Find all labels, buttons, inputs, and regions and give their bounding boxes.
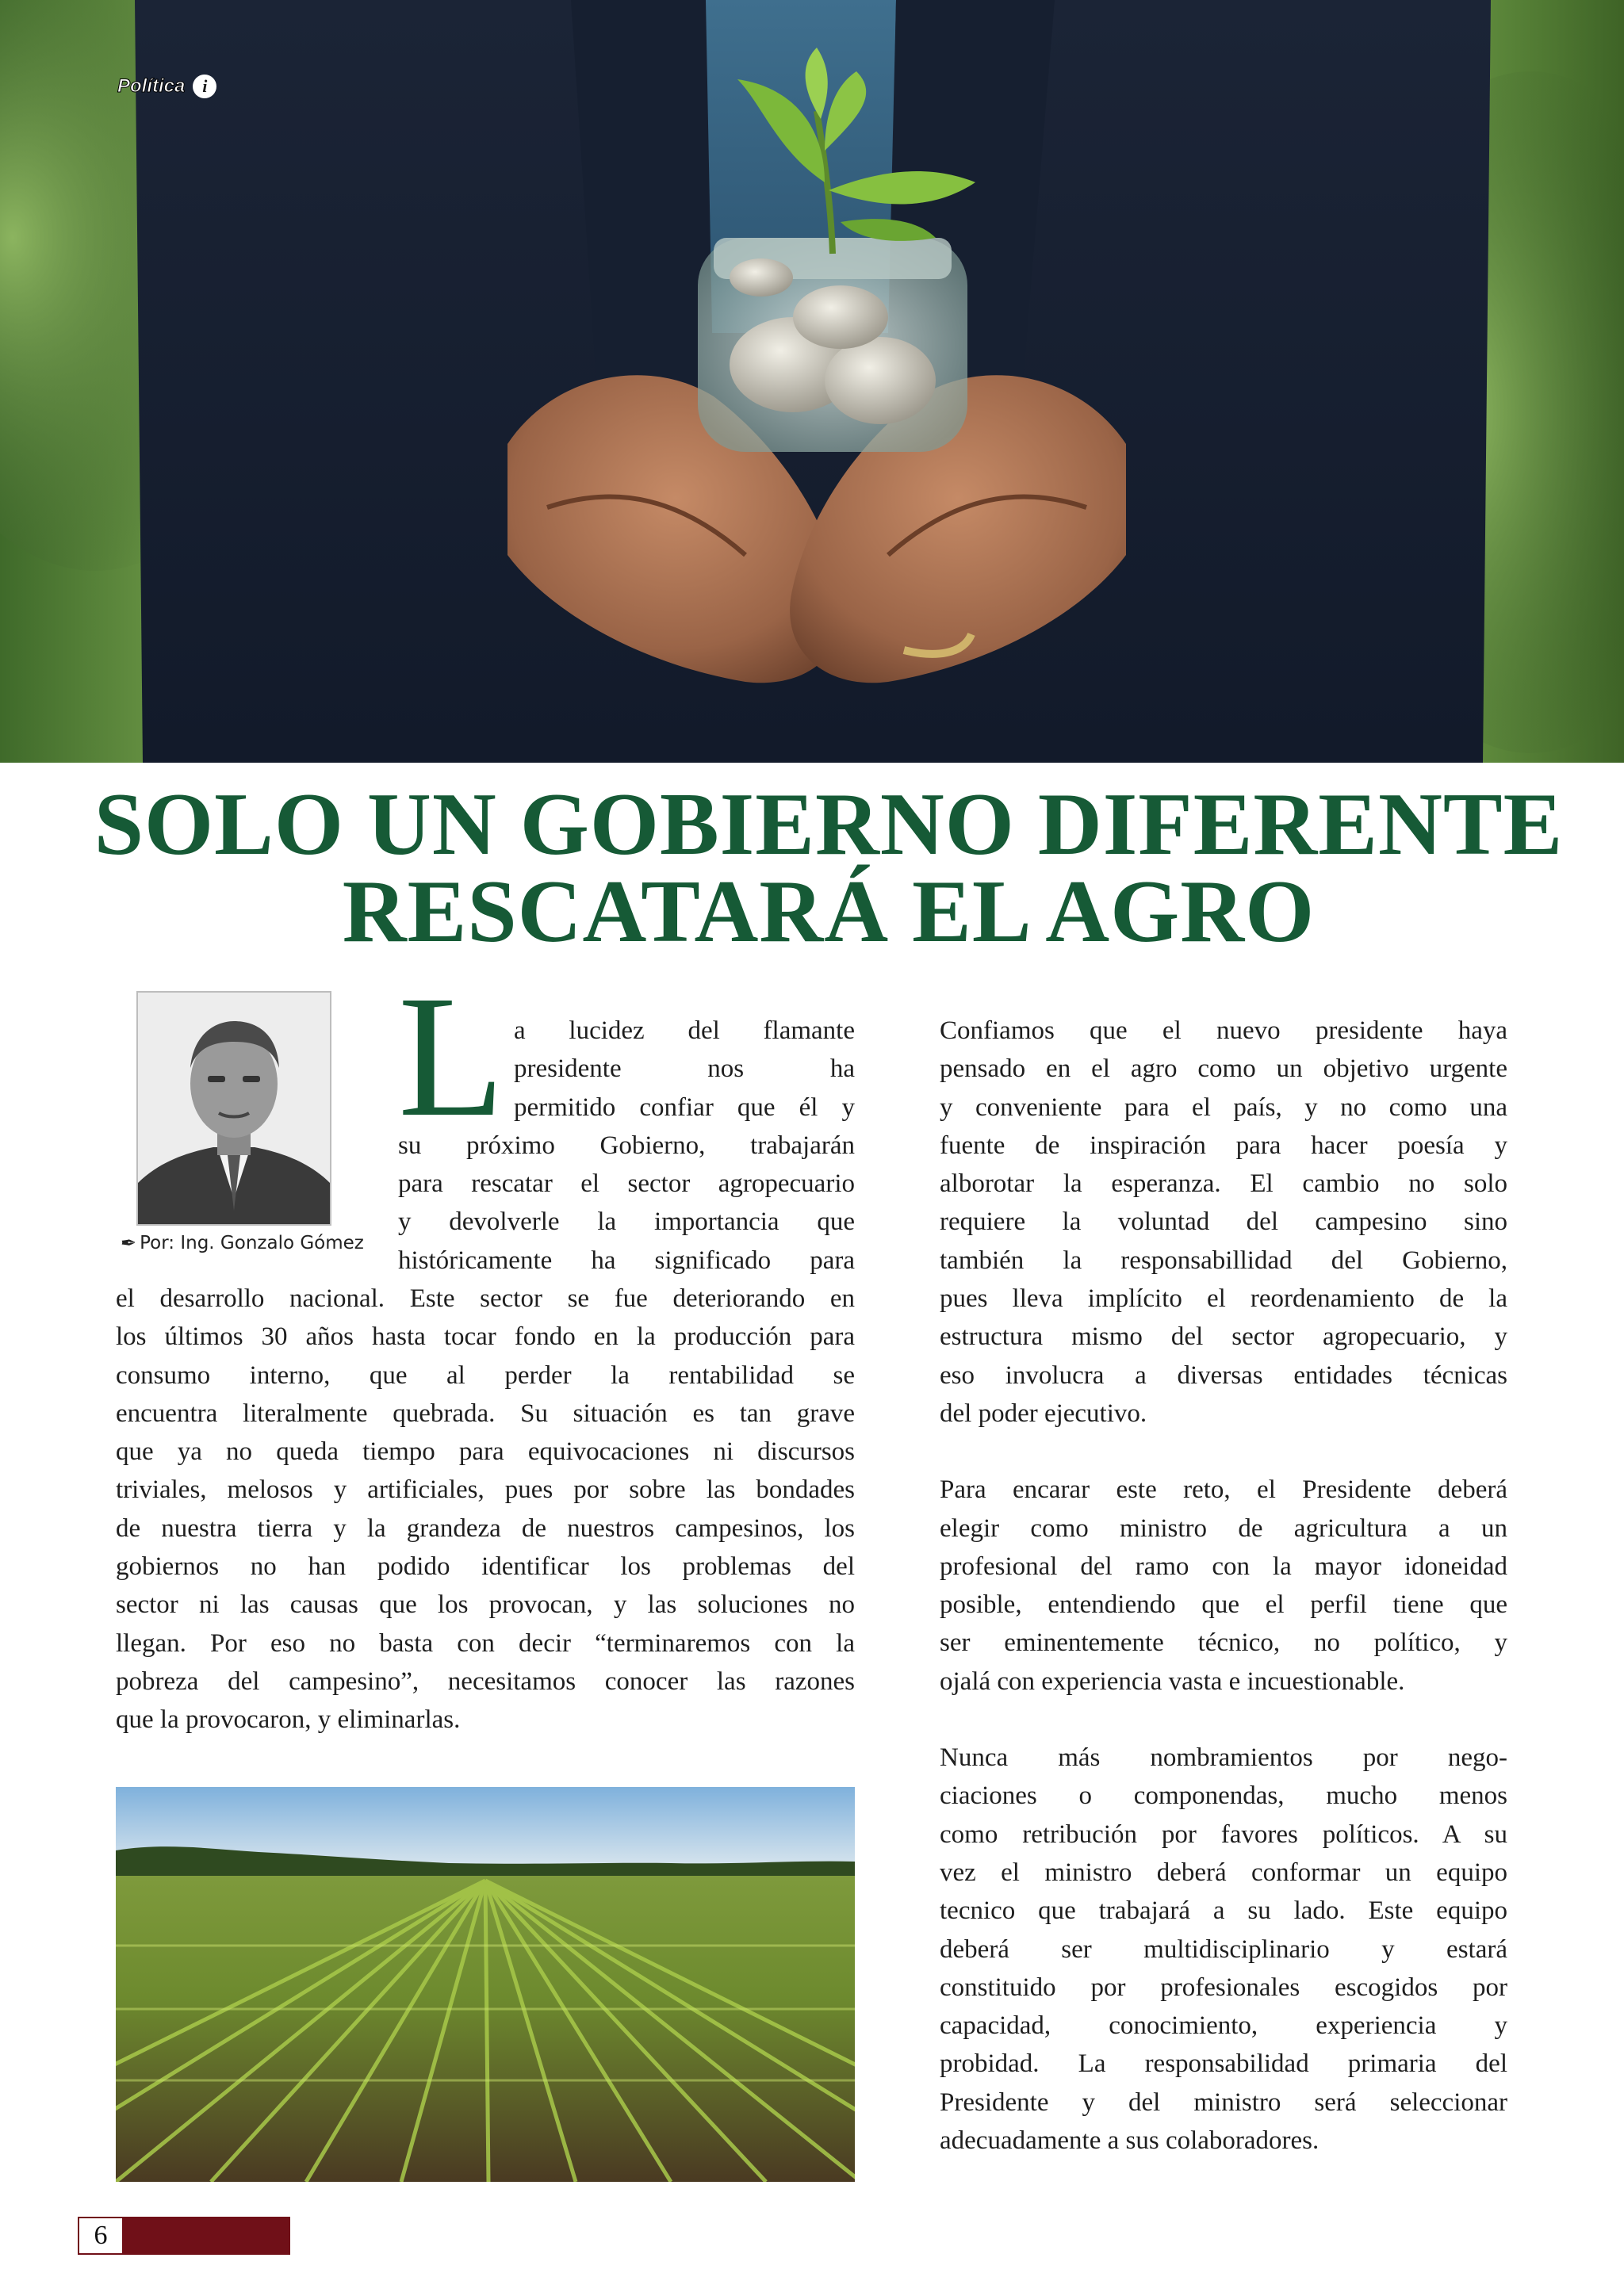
text-line: que la provocaron, y eliminarlas. — [116, 1705, 461, 1735]
article-intro — [398, 1012, 855, 1280]
text-line: requiere la voluntad del campesino sino — [940, 1207, 1507, 1237]
article-column-2 — [940, 1012, 1507, 2198]
text-line: que ya no queda tiempo para equivocaciones ni discursos — [116, 1437, 855, 1467]
paragraph — [940, 1471, 1507, 1701]
text-line: Confiamos que el nuevo presidente haya — [940, 1016, 1507, 1045]
text-line: ciaciones o componendas, mucho menos — [940, 1781, 1507, 1811]
hero-photo — [0, 0, 1624, 763]
pen-icon: ✒ — [121, 1232, 137, 1254]
text-line: capacidad, conocimiento, experiencia y — [940, 2011, 1507, 2041]
title-line-2: RESCATARÁ EL AGRO — [342, 863, 1316, 961]
author-caption — [121, 1232, 364, 1254]
author-photo — [136, 991, 331, 1226]
text-line: alborotar la esperanza. El cambio no solo — [940, 1169, 1507, 1199]
text-line: estructura mismo del sector agropecuario, y — [940, 1322, 1507, 1352]
field-photo — [116, 1787, 855, 2182]
text-line: de nuestra tierra y la grandeza de nuestros campesinos, los — [116, 1513, 855, 1543]
text-line: también la responsabillidad del Gobierno, — [940, 1246, 1507, 1275]
section-label: Política — [117, 75, 186, 97]
text-line: Presidente y del ministro será seleccionar — [940, 2087, 1507, 2117]
info-icon: i — [193, 75, 216, 98]
text-line: pensado en el agro como un objetivo urgente — [940, 1054, 1507, 1084]
text-line: probidad. La responsabilidad primaria del — [940, 2049, 1507, 2079]
text-line: ser eminentemente técnico, no político, y — [940, 1628, 1507, 1658]
text-line: triviales, melosos y artificiales, pues por sobre las bondades — [116, 1475, 855, 1505]
text-line: para rescatar el sector agropecuario — [398, 1169, 855, 1199]
text-line: consumo interno, que al perder la rentabilidad se — [116, 1360, 855, 1390]
text-line: Nunca más nombramientos por nego- — [940, 1743, 1507, 1773]
text-line: a lucidez del flamante — [514, 1016, 855, 1045]
text-line: elegir como ministro de agricultura a un — [940, 1513, 1507, 1543]
text-line: ojalá con experiencia vasta e incuestionable. — [940, 1667, 1405, 1696]
text-line: vez el ministro deberá conformar un equipo — [940, 1858, 1507, 1887]
text-line: el desarrollo nacional. Este sector se fue deteriorando en — [116, 1284, 855, 1313]
text-line: deberá ser multidisciplinario y estará — [940, 1934, 1507, 1964]
page-number: 6 — [78, 2217, 124, 2255]
author-name: Por: Ing. Gonzalo Gómez — [140, 1233, 364, 1253]
text-line: los últimos 30 años hasta tocar fondo en la producción para — [116, 1322, 855, 1352]
article-title — [63, 775, 1594, 961]
text-line: profesional del ramo con la mayor idoneidad — [940, 1552, 1507, 1581]
drop-cap: L — [398, 959, 505, 1153]
text-line: constituido por profesionales escogidos por — [940, 1973, 1507, 2002]
text-line: presidente nos ha — [514, 1054, 855, 1084]
text-line: históricamente ha significado para — [398, 1246, 855, 1275]
text-line: fuente de inspiración para hacer poesía y — [940, 1131, 1507, 1160]
text-line: sector ni las causas que los provocan, y las soluciones no — [116, 1590, 855, 1620]
article-column-1 — [116, 1280, 855, 1739]
section-tag — [117, 75, 216, 98]
text-line: adecuadamente a sus colaboradores. — [940, 2126, 1320, 2156]
text-line: permitido confiar que él y — [514, 1093, 855, 1122]
text-line: su próximo Gobierno, trabajarán — [398, 1131, 855, 1160]
text-line: y conveniente para el país, y no como una — [940, 1093, 1507, 1122]
text-line: encuentra literalmente quebrada. Su situación es tan grave — [116, 1399, 855, 1428]
text-line: Para encarar este reto, el Presidente deberá — [940, 1475, 1507, 1505]
text-line: eso involucra a diversas entidades técnicas — [940, 1360, 1507, 1390]
text-line: como retribución por favores políticos. A su — [940, 1820, 1507, 1849]
title-line-1: SOLO UN GOBIERNO DIFERENTE — [94, 775, 1564, 874]
text-line: y devolverle la importancia que — [398, 1207, 855, 1237]
text-line: del poder ejecutivo. — [940, 1399, 1147, 1428]
text-line: gobiernos no han podido identificar los problemas del — [116, 1552, 855, 1582]
paragraph — [940, 1739, 1507, 2160]
text-line: llegan. Por eso no basta con decir “terminaremos con la — [116, 1628, 855, 1658]
text-line: pobreza del campesino”, necesitamos conocer las razones — [116, 1667, 855, 1696]
text-line: pues lleva implícito el reordenamiento de la — [940, 1284, 1507, 1314]
text-line: posible, entendiendo que el perfil tiene que — [940, 1590, 1507, 1620]
text-line: tecnico que trabajará a su lado. Este equipo — [940, 1896, 1507, 1926]
paragraph — [940, 1012, 1507, 1433]
